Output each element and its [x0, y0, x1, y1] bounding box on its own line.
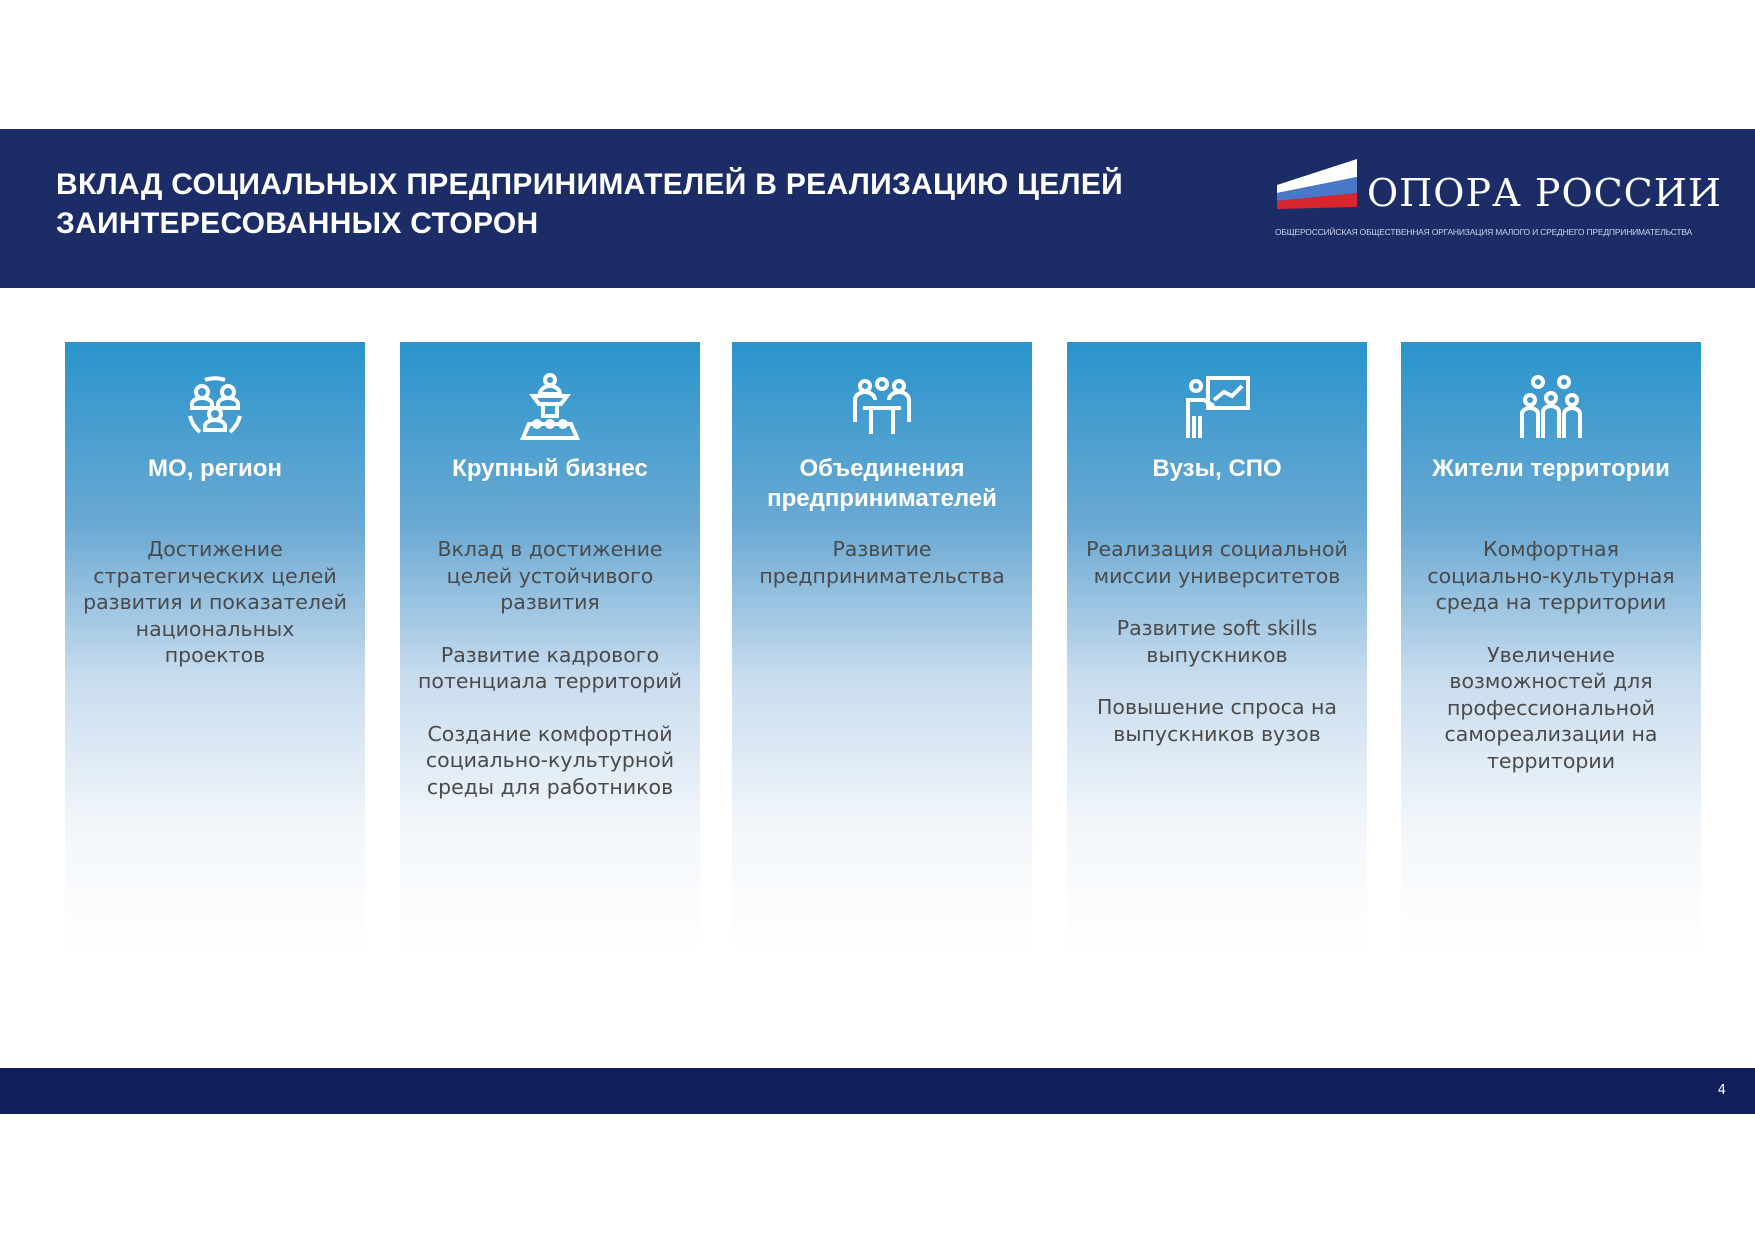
card-item: Вклад в достижение целей устойчивого развития	[437, 537, 663, 614]
card-item: Увеличение возможностей для профессиональной самореализации на территории	[1444, 642, 1658, 773]
card-item: Достижение стратегических целей развития и показателей национальных проектов	[83, 537, 347, 667]
stakeholder-card	[732, 342, 1032, 952]
title-line-2: ЗАИНТЕРЕСОВАННЫХ СТОРОН	[56, 207, 539, 240]
card-item: Комфортная социально-культурная среда на территории	[1427, 537, 1675, 614]
title-line-1: ВКЛАД СОЦИАЛЬНЫХ ПРЕДПРИНИМАТЕЛЕЙ В РЕАЛИЗАЦИЮ ЦЕЛЕЙ	[56, 168, 1124, 201]
logo-subtitle: ОБЩЕРОССИЙСКАЯ ОБЩЕСТВЕННАЯ ОРГАНИЗАЦИЯ МАЛОГО И СРЕДНЕГО ПРЕДПРИНИМАТЕЛЬСТВА	[1275, 227, 1693, 237]
logo-name: ОПОРА РОССИИ	[1367, 171, 1723, 215]
card-item: Развитие soft skills выпускников	[1116, 616, 1318, 667]
teacher-board-icon	[1182, 372, 1252, 442]
opora-logo	[1275, 157, 1723, 247]
card-item: Повышение спроса на выпускников вузов	[1097, 695, 1337, 746]
card-item: Реализация социальной миссии университетов	[1086, 537, 1348, 588]
card-item: Развитие предпринимательства	[759, 537, 1005, 588]
meeting-table-icon	[847, 372, 917, 442]
page-title	[56, 165, 1123, 243]
card-items	[732, 536, 1032, 589]
card-title: МО, регион	[148, 455, 282, 482]
footer-bar	[0, 1068, 1755, 1114]
stakeholder-card	[65, 342, 365, 952]
card-item: Развитие кадрового потенциала территорий	[418, 642, 682, 693]
stakeholder-card	[1067, 342, 1367, 952]
card-items	[400, 536, 700, 800]
card-title: Крупный бизнес	[452, 455, 648, 482]
flag-icon	[1275, 157, 1360, 212]
stakeholder-card	[1401, 342, 1701, 952]
card-title: Вузы, СПО	[1152, 455, 1282, 482]
card-items	[65, 536, 365, 669]
card-item: Создание комфортной социально-культурной среды для работников	[425, 721, 675, 799]
speaker-podium-icon	[515, 372, 585, 442]
stakeholder-card	[400, 342, 700, 952]
card-title: Жители территории	[1432, 455, 1670, 482]
people-network-icon	[180, 372, 250, 442]
card-items	[1401, 536, 1701, 774]
card-title: Объединения предпринимателей	[767, 455, 997, 512]
crowd-icon	[1516, 372, 1586, 442]
card-items	[1067, 536, 1367, 747]
header-band	[0, 129, 1755, 288]
page-number: 4	[1717, 1083, 1726, 1098]
